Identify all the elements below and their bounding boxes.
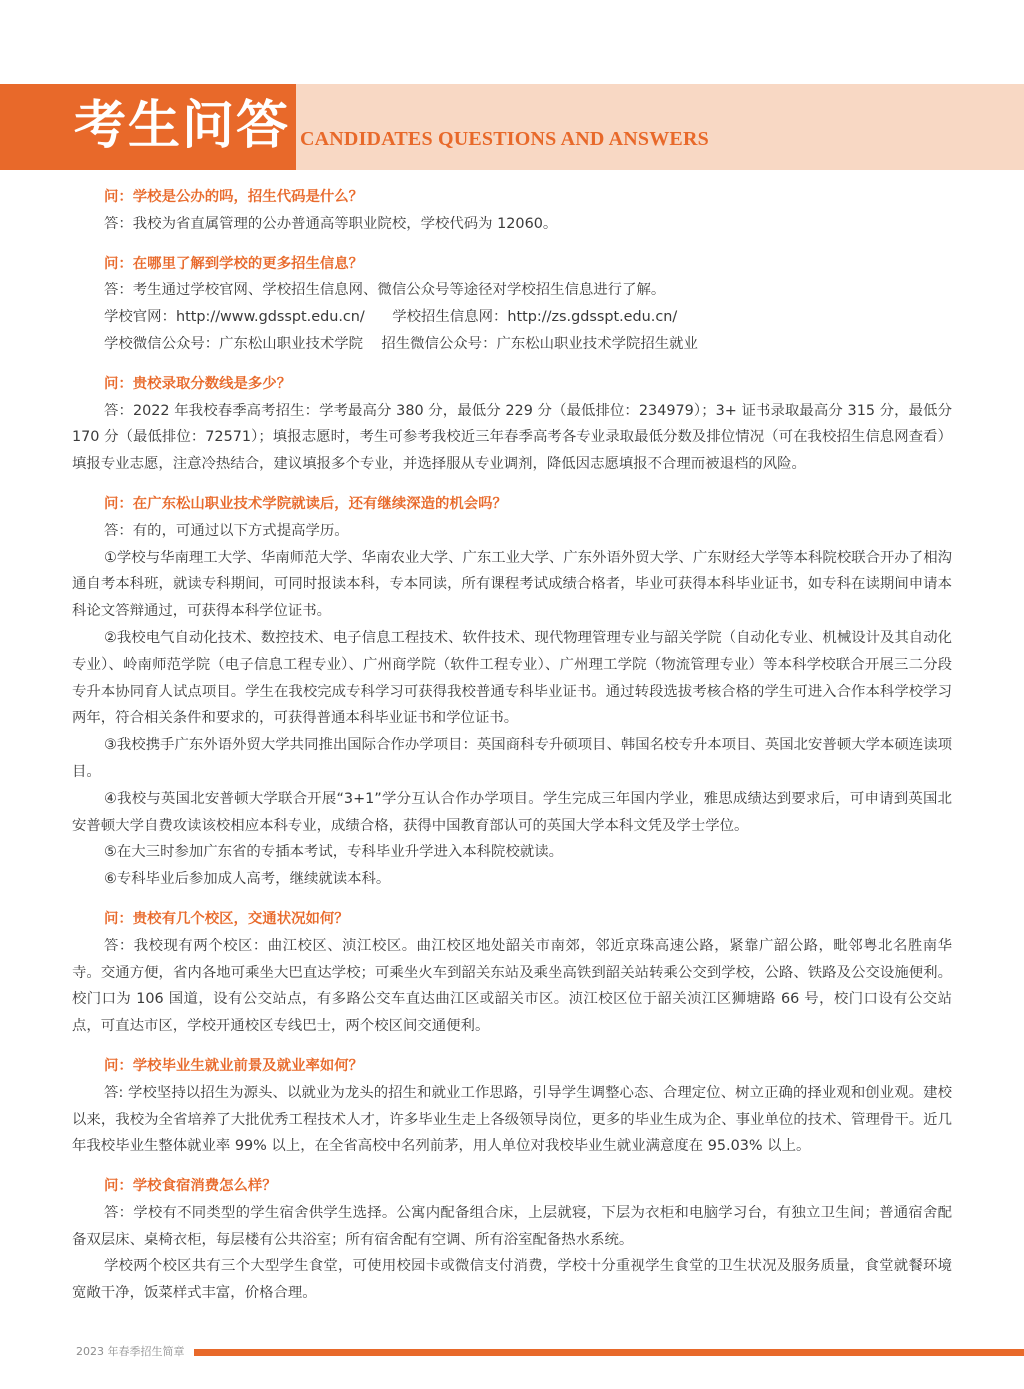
qa-item [72,371,952,478]
question-heading: 问：在广东松山职业技术学院就读后，还有继续深造的机会吗？ [104,495,507,512]
page-title: 考生问答 [74,96,291,156]
qa-item [72,906,952,1040]
qa-item [72,251,952,358]
answer-paragraph: 学校微信公众号：广东松山职业技术学院 招生微信公众号：广东松山职业技术学院招生就业 [104,335,698,352]
qa-item [72,1053,952,1160]
question-heading: 问：贵校有几个校区，交通状况如何？ [104,910,349,927]
answer-paragraph: 学校官网：http://www.gdsspt.edu.cn/ 学校招生信息网：http://zs.gdsspt.edu.cn/ [104,309,678,326]
qa-item [72,491,952,893]
answer-paragraph: 答：考生通过学校官网、学校招生信息网、微信公众号等途径对学校招生信息进行了解。 [104,282,666,299]
header-band [296,84,1024,170]
footer-text: 2023 年春季招生简章 [76,1345,185,1358]
answer-paragraph: ④我校与英国北安普顿大学联合开展“3+1”学分互认合作办学项目。学生完成三年国内学业，雅思成绩达到要求后，可申请到英国北安普顿大学自费攻读该校相应本科专业，成绩合格，获得中国教育部认可的英国大学本科文凭及学士学位。 [72,790,952,834]
answer-paragraph: 答：我校为省直属管理的公办普通高等职业院校，学校代码为 12060。 [104,215,558,232]
question-heading: 问：学校食宿消费怎么样？ [104,1178,277,1195]
answer-paragraph: 答: 学校坚持以招生为源头、以就业为龙头的招生和就业工作思路，引导学生调整心态、合理定位、树立正确的择业观和创业观。建校以来，我校为全省培养了大批优秀工程技术人才，许多毕业生走上各级领导岗位，更多的毕业生成为企、事业单位的技术、管理骨干。近几年我校毕业生整体就业率 99% 以上，在全省高校中名列前茅，用人单位对我校毕业生就业满意度在 95.03% 以上。 [72,1084,952,1155]
question-heading: 问：在哪里了解到学校的更多招生信息？ [104,255,364,272]
answer-paragraph: ②我校电气自动化技术、数控技术、电子信息工程技术、软件技术、现代物理管理专业与韶关学院（自动化专业、机械设计及其自动化专业）、岭南师范学院（电子信息工程专业）、广州商学院（软件工程专业）、广州理工学院（物流管理专业）等本科学校联合开展三二分段专升本协同育人试点项目。学生在我校完成专科学习可获得我校普通专科毕业证书。通过转段选拔考核合格的学生可进入合作本科学校学习两年，符合相关条件和要求的，可获得普通本科毕业证书和学位证书。 [72,629,952,727]
question-heading: 问：学校是公办的吗，招生代码是什么？ [104,189,364,205]
answer-paragraph: 答：学校有不同类型的学生宿舍供学生选择。公寓内配备组合床，上层就寝，下层为衣柜和电脑学习台，有独立卫生间；普通宿舍配备双层床、桌椅衣柜，每层楼有公共浴室；所有宿舍配有空调、所有浴室配备热水系统。 [72,1204,952,1248]
qa-item [72,184,952,238]
answer-paragraph: ⑤在大三时参加广东省的专插本考试，专科毕业升学进入本科院校就读。 [104,844,564,861]
qa-section [72,184,952,1320]
answer-paragraph: 学校两个校区共有三个大型学生食堂，可使用校园卡或微信支付消费，学校十分重视学生食堂的卫生状况及服务质量，食堂就餐环境宽敞干净，饭菜样式丰富，价格合理。 [72,1258,952,1302]
page-subtitle: CANDIDATES QUESTIONS AND ANSWERS [300,128,709,150]
answer-paragraph: 答：2022 年我校春季高考招生：学考最高分 380 分，最低分 229 分（最低排位：234979）；3+ 证书录取最高分 315 分，最低分 170 分（最低排位：72571）；填报志愿时，考生可参考我校近三年春季高考各专业录取最低分数及排位情况（可在我校招生信息网查看）填报专业志愿，注意冷热结合，建议填报多个专业，并选择服从专业调剂，降低因志愿填报不合理而被退档的风险。 [72,402,952,473]
answer-paragraph: 答：我校现有两个校区：曲江校区、浈江校区。曲江校区地处韶关市南郊，邻近京珠高速公路，紧靠广韶公路，毗邻粤北名胜南华寺。交通方便，省内各地可乘坐大巴直达学校；可乘坐火车到韶关东站及乘坐高铁到韶关站转乘公交到学校，公路、铁路及公交设施便利。校门口为 106 国道，设有公交站点，有多路公交车直达曲江区或韶关市区。浈江校区位于韶关浈江区狮塘路 66 号，校门口设有公交站点，可直达市区，学校开通校区专线巴士，两个校区间交通便利。 [72,937,952,1035]
answer-paragraph: ⑥专科毕业后参加成人高考，继续就读本科。 [104,871,391,888]
answer-paragraph: 答：有的，可通过以下方式提高学历。 [104,522,349,539]
answer-paragraph: ①学校与华南理工大学、华南师范大学、华南农业大学、广东工业大学、广东外语外贸大学、广东财经大学等本科院校联合开办了相沟通自考本科班，就读专科期间，可同时报读本科，专本同读，所有课程考试成绩合格者，毕业可获得本科毕业证书，如专科在读期间申请本科论文答辩通过，可获得本科学位证书。 [72,549,952,620]
qa-item [72,1173,952,1307]
question-heading: 问：贵校录取分数线是多少？ [104,375,292,392]
question-heading: 问：学校毕业生就业前景及就业率如何？ [104,1057,364,1074]
footer-bar [194,1349,1024,1356]
answer-paragraph: ③我校携手广东外语外贸大学共同推出国际合作办学项目：英国商科专升硕项目、韩国名校专升本项目、英国北安普顿大学本硕连读项目。 [72,737,952,780]
